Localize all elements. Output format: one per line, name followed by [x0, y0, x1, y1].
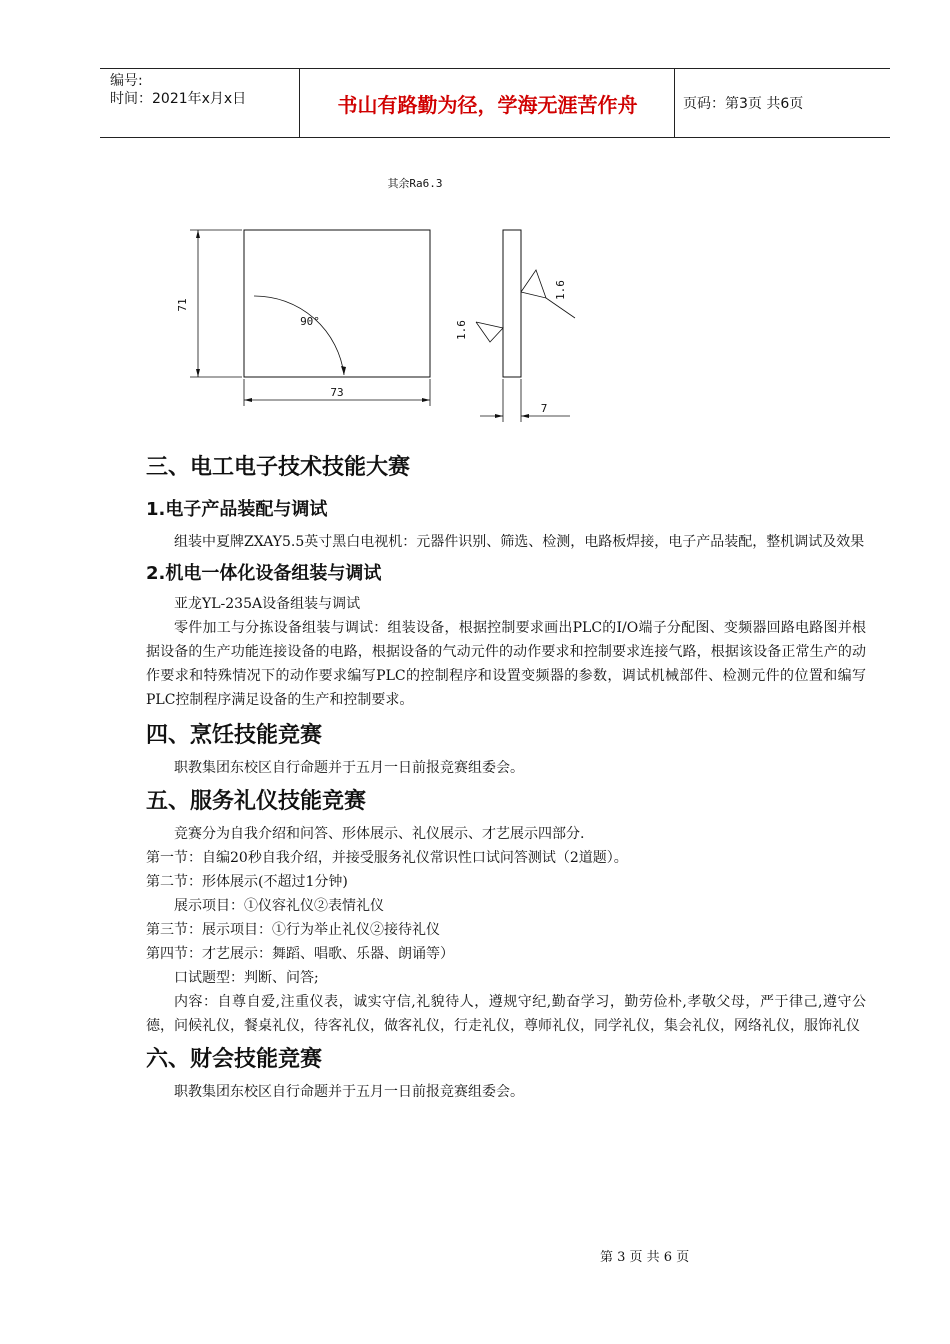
header-page-number: 页码：第3页 共6页: [683, 96, 804, 112]
dim-height: 71: [176, 298, 189, 312]
section-5-line1: 竞赛分为自我介绍和问答、形体展示、礼仪展示、才艺展示四部分.: [174, 826, 585, 842]
section-5-line5: 第三节：展示项目：①行为举止礼仪②接待礼仪: [146, 922, 440, 938]
part-front-view: [244, 230, 430, 377]
roughness-value-right: 1.6: [554, 280, 567, 300]
part-side-view: [503, 230, 521, 377]
header-motto: 书山有路勤为径，学海无涯苦作舟: [301, 69, 675, 137]
section-3-1-text: 组装中夏牌ZXAY5.5英寸黑白电视机：元器件识别、筛选、检测，电路板焊接，电子产品装配，整机调试及效果: [174, 534, 865, 550]
section-5-title: 五、服务礼仪技能竞赛: [146, 789, 367, 814]
angle-label: 90°: [300, 315, 320, 328]
section-3-2-text: 零件加工与分拣设备组装与调试：组装设备，根据控制要求画出PLC的I/O端子分配图、变频器回路电路图并根据设备的生产功能连接设备的电路，根据设备的气动元件的动作要求和控制要求连接气路，根据该设备正常生产的动作要求和特殊情况下的动作要求编写PLC的控制程序和设置变频器的参数，调试机械部件、检测元件的位置和编写PLC控制程序满足设备的生产和控制要求。: [146, 620, 866, 708]
roughness-symbol-left: [476, 322, 503, 342]
roughness-symbol-right: [521, 270, 546, 298]
page-header: [100, 68, 890, 138]
dim-width: 73: [330, 386, 344, 399]
section-3-title: 三、电工电子技术技能大赛: [146, 455, 411, 480]
section-3-2-title: 2.机电一体化设备组装与调试: [146, 563, 382, 584]
header-meta: [100, 69, 300, 137]
section-4-text: 职教集团东校区自行命题并于五月一日前报竞赛组委会。: [174, 760, 524, 776]
section-6-text: 职教集团东校区自行命题并于五月一日前报竞赛组委会。: [174, 1084, 524, 1100]
section-5-line7: 口试题型：判断、问答;: [174, 970, 319, 986]
document-body: [146, 448, 866, 1104]
section-5-line2: 第一节：自编20秒自我介绍，并接受服务礼仪常识性口试问答测试（2道题）。: [146, 850, 628, 866]
time-label: 时间：2021年x月x日: [110, 91, 247, 107]
page-footer: 第 3 页 共 6 页: [600, 1250, 690, 1265]
section-3-1-title: 1.电子产品装配与调试: [146, 499, 328, 520]
section-5-line6: 第四节：才艺展示：舞蹈、唱歌、乐器、朗诵等）: [146, 946, 454, 962]
roughness-note: 其余Ra6.3: [387, 177, 443, 190]
section-5-line4: 展示项目：①仪容礼仪②表情礼仪: [174, 898, 384, 914]
section-5-line8: 内容：自尊自爱,注重仪表，诚实守信,礼貌待人，遵规守纪,勤奋学习，勤劳俭朴,孝敬父母，严于律己,遵守公德，问候礼仪，餐桌礼仪，待客礼仪，做客礼仪，行走礼仪，尊师礼仪，同学礼仪，集会礼仪，网络礼仪，服饰礼仪: [146, 994, 866, 1034]
roughness-value-left: 1.6: [455, 320, 468, 340]
section-6-title: 六、财会技能竞赛: [146, 1047, 323, 1072]
section-3-2-line1: 亚龙YL-235A设备组装与调试: [174, 596, 361, 612]
technical-drawing: [160, 170, 620, 430]
number-label: 编号:: [110, 73, 143, 89]
dim-thickness: 7: [540, 402, 548, 415]
section-4-title: 四、烹饪技能竞赛: [146, 723, 323, 748]
section-5-line3: 第二节：形体展示(不超过1分钟): [146, 874, 348, 890]
